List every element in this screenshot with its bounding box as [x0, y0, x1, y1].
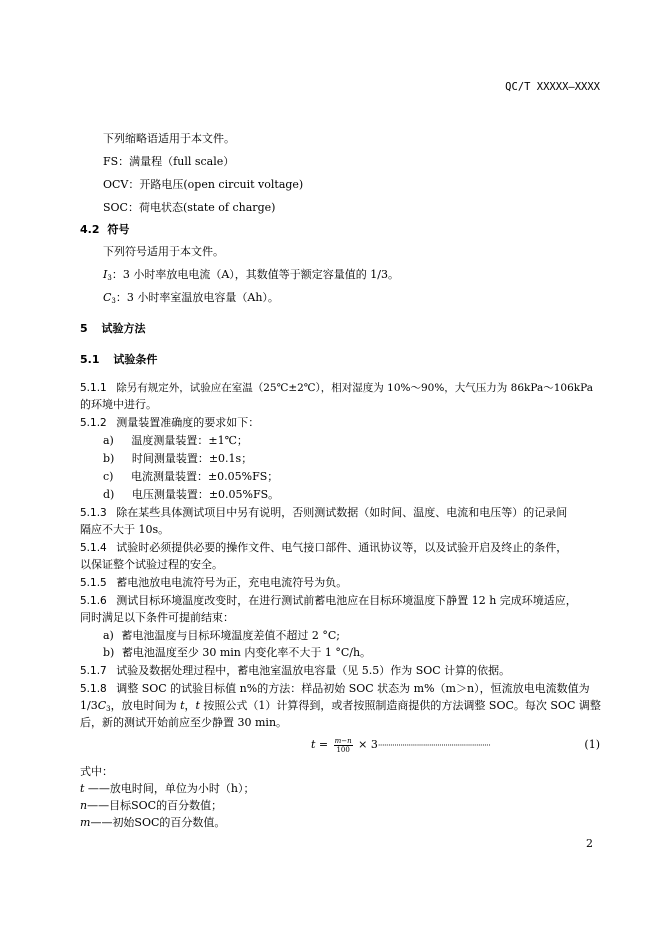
formula-equals: = — [318, 738, 329, 751]
item-mark: b) — [103, 646, 115, 659]
clause-5-1-1 — [80, 380, 593, 396]
standard-code: QC/T XXXXX—XXXX — [505, 81, 600, 93]
heading-5-title: 试验方法 — [101, 322, 146, 335]
page-number: 2 — [586, 837, 593, 850]
formula-numerator: m−n — [334, 736, 352, 745]
def-text: ——目标SOC的百分数值； — [87, 799, 223, 812]
item-text: 蓄电池温度与目标环境温度差值不超过 2 °C; — [121, 629, 340, 642]
t-symbol: t — [195, 699, 200, 712]
abbr-soc: SOC：荷电状态(state of charge) — [103, 201, 276, 214]
clause-5-1-2-item-d — [103, 487, 279, 502]
heading-5-1-num: 5.1 — [80, 353, 100, 366]
symbol-i3-letter: I — [103, 268, 108, 281]
def-symbol: t — [80, 782, 85, 795]
formula-rest: × 3 — [358, 738, 378, 751]
item-mark: a) — [103, 629, 114, 642]
item-mark: a) — [103, 434, 114, 447]
where-intro: 式中： — [80, 765, 113, 778]
clause-5-1-3-line2: 隔应不大于 10s。 — [80, 523, 170, 536]
symbol-c3-sub: 3 — [111, 297, 116, 305]
clause-5-1-2-line1: 测量装置准确度的要求如下： — [116, 416, 260, 429]
item-text: 时间测量装置：±0.1s； — [131, 452, 253, 465]
abbr-intro: 下列缩略语适用于本文件。 — [103, 132, 235, 145]
clause-5-1-2-num: 5.1.2 — [80, 417, 107, 429]
where-def-n — [80, 798, 222, 813]
clause-5-1-6-item-a — [103, 628, 340, 643]
item-mark: d) — [103, 488, 115, 501]
item-text: 电流测量装置：±0.05%FS； — [130, 470, 279, 483]
item-text: 蓄电池温度至少 30 min 内变化率不大于 1 °C/h。 — [121, 646, 372, 659]
clause-5-1-7 — [80, 663, 510, 679]
clause-5-1-5-line1: 蓄电池放电电流符号为正，充电电流符号为负。 — [116, 576, 348, 589]
text-segment: ， — [184, 699, 196, 712]
item-text: 温度测量装置：±1℃； — [131, 434, 248, 447]
clause-5-1-5-num: 5.1.5 — [80, 577, 107, 589]
clause-5-1-8-line3: 后，新的测试开始前应至少静置 30 min。 — [80, 716, 288, 729]
clause-5-1-3 — [80, 505, 567, 521]
clause-5-1-8-num: 5.1.8 — [80, 683, 107, 695]
formula-leader: ······················································· — [377, 741, 491, 750]
abbr-fs: FS：满量程（full scale） — [103, 155, 235, 168]
symbols-intro: 下列符号适用于本文件。 — [103, 245, 224, 258]
c3-letter: C — [97, 699, 107, 712]
heading-4-2-title: 符号 — [107, 223, 130, 236]
clause-5-1-4 — [80, 540, 567, 556]
formula-1 — [311, 736, 490, 755]
def-symbol: n — [80, 799, 88, 812]
def-symbol: m — [80, 816, 91, 829]
clause-5-1-4-line2: 以保证整个试验过程的安全。 — [80, 558, 223, 571]
symbol-c3 — [103, 290, 279, 309]
clause-5-1-2-item-c — [103, 469, 278, 484]
formula-number: (1) — [584, 738, 600, 751]
symbol-i3 — [103, 267, 399, 286]
heading-5-1-title: 试验条件 — [113, 353, 158, 366]
clause-5-1-6-line2: 同时满足以下条件可提前结束： — [80, 611, 234, 624]
clause-5-1-7-num: 5.1.7 — [80, 665, 107, 677]
heading-5 — [80, 321, 146, 336]
c3-sub: 3 — [106, 705, 111, 713]
clause-5-1-6-line1: 测试目标环境温度改变时，在进行测试前蓄电池应在目标环境温度下静置 12 h 完成环境适应， — [116, 594, 577, 607]
heading-4-2-num: 4.2 — [80, 223, 100, 236]
fraction-text: 1/3 — [80, 699, 98, 712]
clause-5-1-4-num: 5.1.4 — [80, 542, 107, 554]
symbol-i3-text: ：3 小时率放电电流（A），其数值等于额定容量值的 1/3。 — [111, 268, 399, 281]
formula-lhs: t — [311, 738, 316, 751]
clause-5-1-6-item-b — [103, 645, 371, 660]
symbol-i3-sub: 3 — [107, 274, 112, 282]
clause-5-1-1-num: 5.1.1 — [80, 382, 107, 394]
clause-5-1-8 — [80, 681, 590, 697]
clause-5-1-1-line1: 除另有规定外，试验应在室温（25℃±2℃），相对湿度为 10%～90%，大气压力为 86kPa～106kPa — [116, 382, 593, 394]
item-text: 电压测量装置：±0.05%FS。 — [131, 488, 280, 501]
formula-fraction — [334, 737, 353, 754]
text-segment: 按照公式（1）计算得到，或者按照制造商提供的方法调整 SOC。每次 SOC 调整 — [199, 699, 601, 712]
formula-denominator: 100 — [336, 745, 350, 754]
def-text: ——放电时间，单位为小时（h）； — [84, 782, 255, 795]
clause-5-1-3-line1: 除在某些具体测试项目中另有说明，否则测试数据（如时间、温度、电流和电压等）的记录间 — [116, 506, 568, 519]
def-text: ——初始SOC的百分数值。 — [90, 816, 226, 829]
clause-5-1-2-item-b — [103, 451, 252, 466]
heading-5-1 — [80, 352, 157, 367]
clause-5-1-3-num: 5.1.3 — [80, 507, 107, 519]
clause-5-1-2-item-a — [103, 433, 248, 448]
clause-5-1-1-line2: 的环境中进行。 — [80, 398, 157, 411]
clause-5-1-2 — [80, 415, 259, 431]
clause-5-1-5 — [80, 575, 347, 591]
clause-5-1-7-line1: 试验及数据处理过程中，蓄电池室温放电容量（见 5.5）作为 SOC 计算的依据。 — [116, 664, 511, 677]
item-mark: c) — [103, 470, 114, 483]
clause-5-1-8-line1: 调整 SOC 的试验目标值 n%的方法：样品初始 SOC 状态为 m%（m＞n），恒流放电电流数值为 — [116, 682, 590, 695]
t-symbol: t — [180, 699, 185, 712]
clause-5-1-6 — [80, 593, 577, 609]
clause-5-1-6-num: 5.1.6 — [80, 595, 107, 607]
item-mark: b) — [103, 452, 115, 465]
symbol-c3-letter: C — [103, 291, 112, 304]
where-def-t — [80, 781, 255, 796]
where-def-m — [80, 815, 225, 830]
abbr-ocv: OCV：开路电压(open circuit voltage) — [103, 178, 304, 191]
text-segment: ，放电时间为 — [110, 699, 181, 712]
clause-5-1-4-line1: 试验时必须提供必要的操作文件、电气接口部件、通讯协议等，以及试验开启及终止的条件， — [116, 541, 568, 554]
heading-5-num: 5 — [80, 322, 88, 335]
heading-4-2 — [80, 222, 129, 237]
symbol-c3-text: ：3 小时率室温放电容量（Ah）。 — [115, 291, 279, 304]
